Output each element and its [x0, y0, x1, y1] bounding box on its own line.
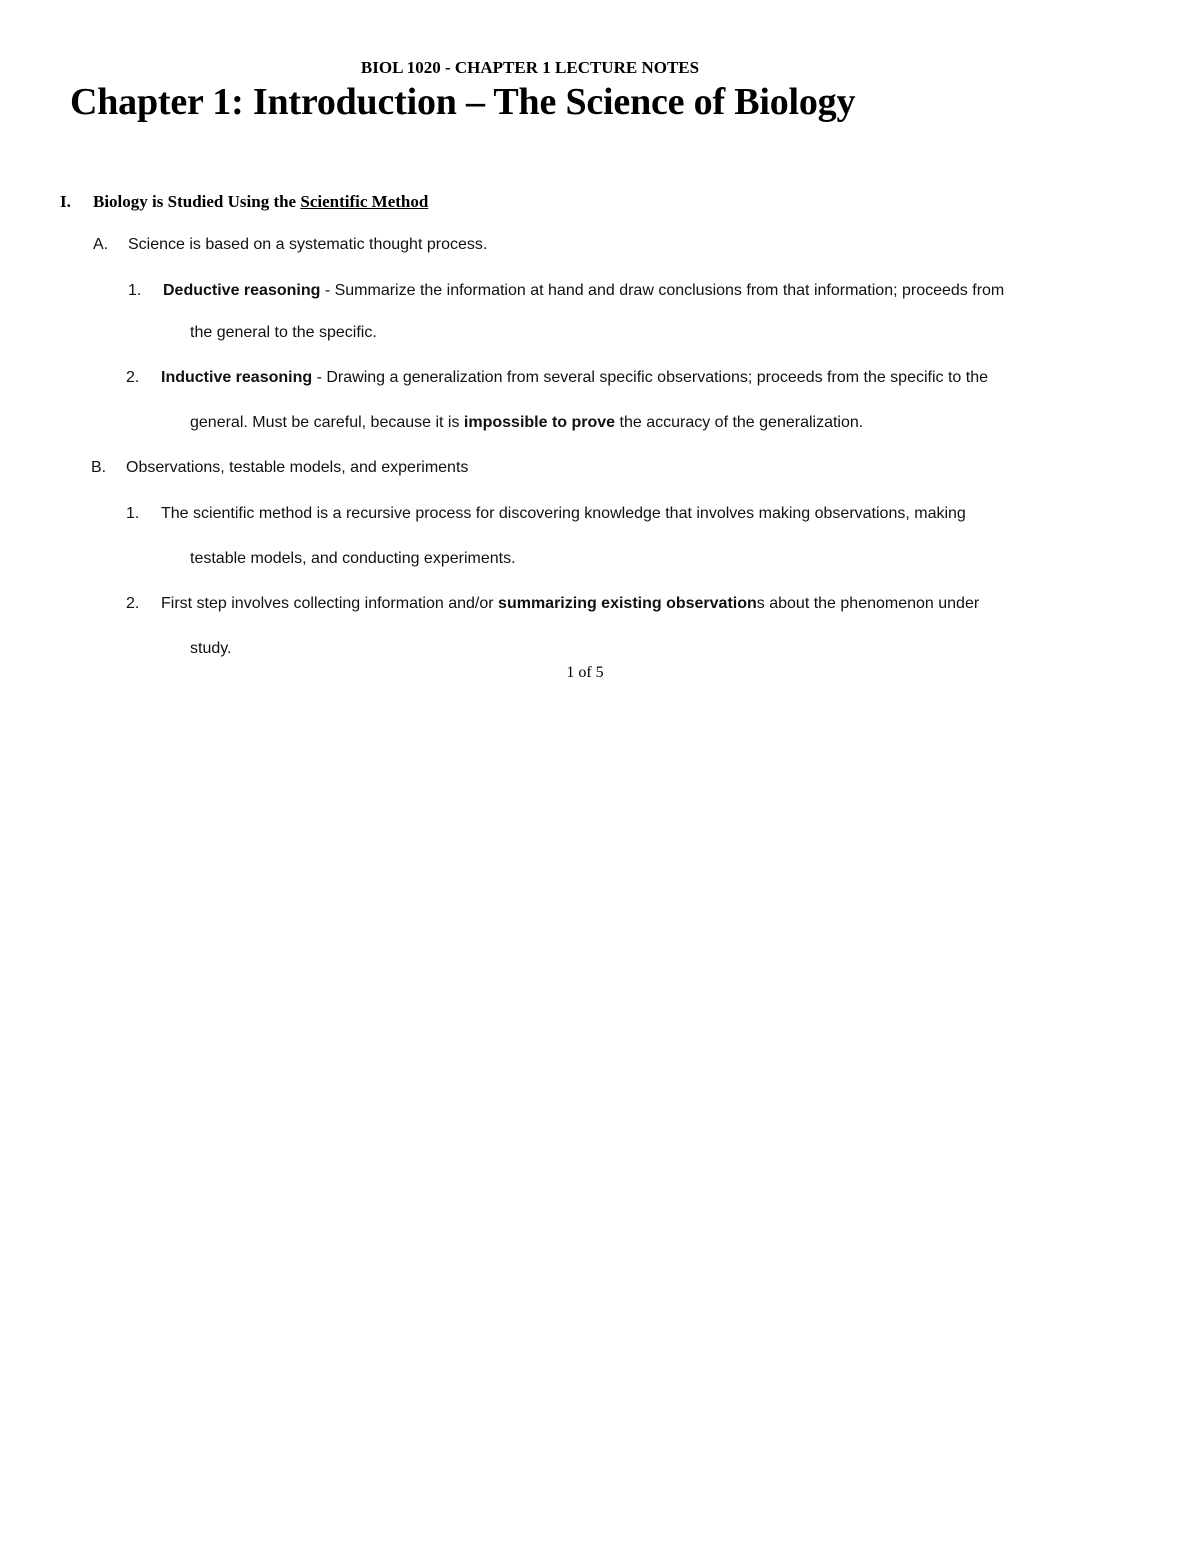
subsection-a-text: Science is based on a systematic thought process. — [128, 236, 488, 253]
list-item-continuation: study. — [190, 640, 232, 657]
continuation-text-b: the accuracy of the generalization. — [615, 414, 864, 431]
list-item-line — [161, 369, 988, 387]
emphasis-impossible-to-prove: impossible to prove — [463, 414, 616, 431]
subsection-b-text: Observations, testable models, and experiments — [126, 459, 469, 476]
list-item-line — [161, 595, 979, 613]
list-item-text: - Summarize the information at hand and draw conclusions from that information; proceeds from — [320, 282, 1005, 299]
emphasis-summarizing-observations: summarizing existing observation — [498, 595, 757, 612]
list-item-marker: 2. — [126, 369, 140, 386]
list-item-text-b: s about the phenomenon under — [756, 595, 980, 612]
list-item-continuation — [190, 414, 863, 432]
section-heading-underlined: Scientific Method — [300, 192, 429, 211]
course-header: BIOL 1020 - CHAPTER 1 LECTURE NOTES — [360, 58, 700, 77]
list-item-text-a: First step involves collecting information and/or — [161, 595, 499, 612]
term-deductive: Deductive reasoning — [163, 282, 321, 299]
continuation-text-a: general. Must be careful, because it is — [190, 414, 464, 431]
term-inductive: Inductive reasoning — [161, 369, 313, 386]
list-item-continuation: the general to the specific. — [190, 324, 377, 341]
section-heading — [93, 192, 428, 212]
chapter-title: Chapter 1: Introduction – The Science of Biology — [70, 81, 856, 123]
list-item-marker: 1. — [126, 505, 140, 522]
page-number: 1 of 5 — [566, 664, 604, 681]
section-heading-prefix: Biology is Studied Using the — [93, 192, 301, 211]
subsection-a-marker: A. — [93, 236, 109, 253]
section-number: I. — [60, 192, 71, 211]
list-item-marker: 2. — [126, 595, 140, 612]
list-item-line: The scientific method is a recursive process for discovering knowledge that involves making observations, making — [161, 505, 966, 522]
list-item-line — [163, 282, 1004, 300]
list-item-continuation: testable models, and conducting experiments. — [190, 550, 516, 567]
subsection-b-marker: B. — [91, 459, 107, 476]
list-item-marker: 1. — [128, 282, 142, 299]
list-item-text: - Drawing a generalization from several specific observations; proceeds from the specific to the — [312, 369, 989, 386]
